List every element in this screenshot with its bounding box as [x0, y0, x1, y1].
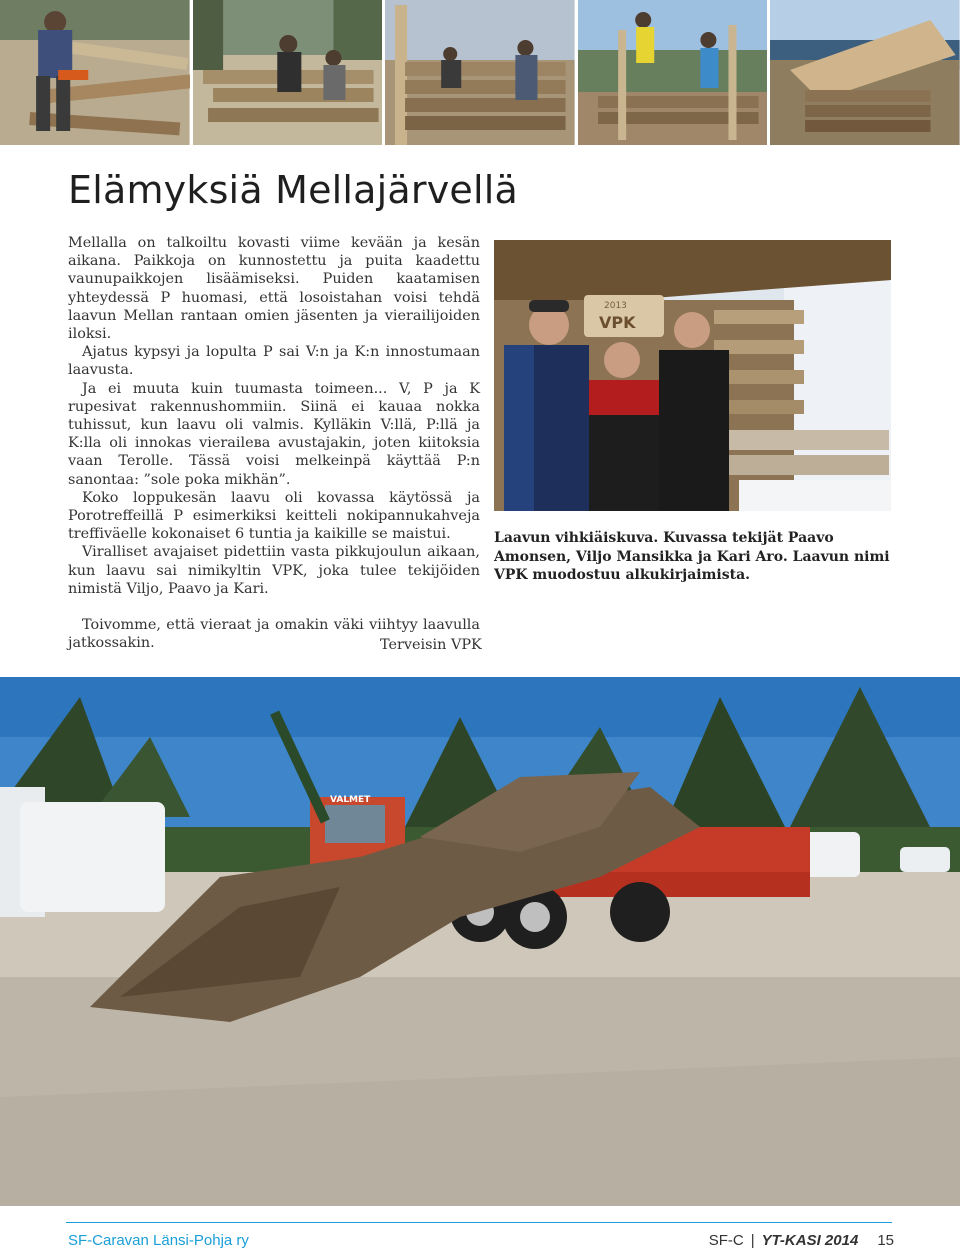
- paragraph-3: Ja ei muuta kuin tuumasta toimeen... V, P ja K rupesivat rakennushommiin. Siinä ei kauaa nokka tuhissut, kun laavu oli valmis. Kylläkin V:llä, P:llä ja K:lla oli innokas vierailева avustajakin, joten kiitoksia vaan Terolle. Tässä voisi melkeinpä käyttää P:n sanontaa: ”sole poka mikhän”.: [68, 380, 480, 488]
- footer-magazine: [709, 1232, 894, 1249]
- paragraph-4: Koko loppukesän laavu oli kovassa käytössä ja Porotreffeillä P esimerkiksi keitteli nokipannukahveja treffiväelle kokonaiset 6 tuntia ja kaikille se maistui.: [68, 489, 480, 543]
- tractor-brand: VALMET: [330, 795, 371, 805]
- photo-chainsaw-logs: [0, 0, 190, 145]
- footer-separator: |: [750, 1232, 755, 1249]
- top-photo-strip: [0, 0, 960, 145]
- paragraph-2: Ajatus kypsyi ja lopulta P sai V:n ja K:n innostumaan laavusta.: [68, 344, 480, 379]
- shelter-sign-year: 2013: [604, 301, 627, 311]
- article-body: [68, 234, 480, 652]
- page-footer: [0, 1222, 960, 1252]
- photo-caption: Laavun vihkiäiskuva. Kuvassa tekijät Paavo Amonsen, Viljo Mansikka ja Kari Aro. Laavun nimi VPK muodostuu alkukirjaimista.: [494, 530, 890, 583]
- photo-log-frame: [193, 0, 383, 145]
- paragraph-1: Mellalla on talkoiltu kovasti viime kevään ja kesän aikana. Paikkoja on kunnostettu ja puita kaadettu vaunupaikkojen lisäämiseksi. Puiden kaatamisen yhteydessä P huomasi, että losoistahan voisi tehdä laavun Mellan rantaan omien jäsenten ja vierailijoiden iloksi.: [68, 235, 480, 343]
- magazine-prefix: SF-C: [708, 1232, 744, 1249]
- paragraph-5: Viralliset avajaiset pidettiin vasta pikkujoulun aikaan, kun laavu sai nimikyltin VPK, joka tulee tekijöiden nimistä Viljo, Paavo ja Kari.: [68, 544, 480, 597]
- shelter-sign: VPK: [599, 313, 636, 332]
- photo-finished-shelter: [770, 0, 960, 145]
- photo-tractor-brush: [0, 677, 960, 1206]
- footer-rule: [66, 1222, 892, 1223]
- article-signoff: Terveisin VPK: [380, 637, 482, 653]
- page-number: 15: [877, 1232, 894, 1249]
- photo-shelter-opening: [494, 240, 891, 511]
- photo-wall-building: [385, 0, 575, 145]
- footer-organization: SF-Caravan Länsi-Pohja ry: [68, 1232, 249, 1249]
- photo-roof-frame: [578, 0, 768, 145]
- article-title: Elämyksiä Mellajärvellä: [68, 168, 518, 212]
- magazine-name: YT-KASI 2014: [761, 1232, 859, 1249]
- paragraph-6: Toivomme, että vieraat ja omakin väki viihtyy laavulla jatkossakin.: [68, 617, 480, 652]
